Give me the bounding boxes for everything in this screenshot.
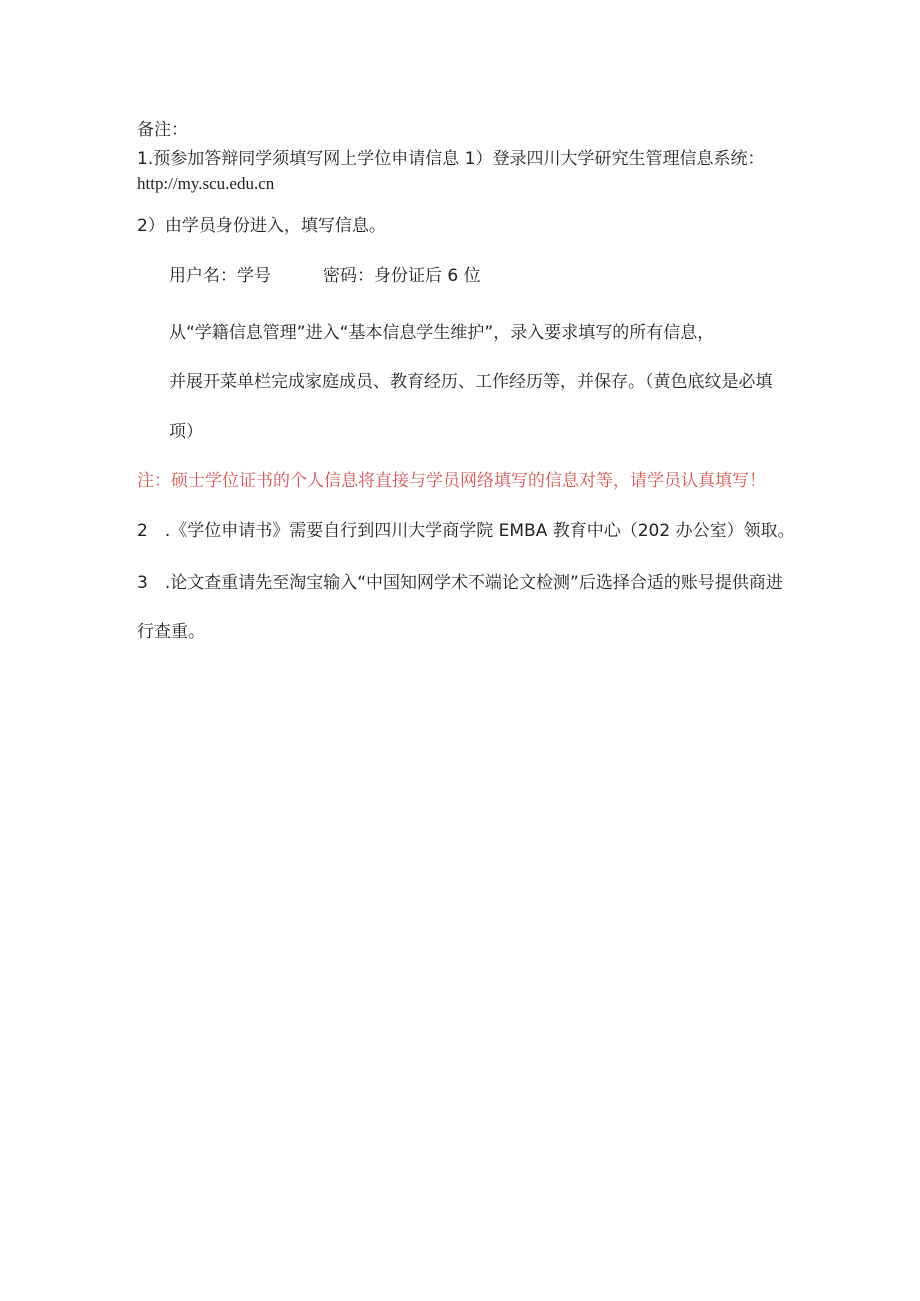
username-label: 用户名：学号 xyxy=(169,266,271,286)
instruction-line-2: 并展开菜单栏完成家庭成员、教育经历、工作经历等，并保存。（黄色底纹是必填 xyxy=(169,372,773,392)
password-label: 密码：身份证后 6 位 xyxy=(323,266,481,286)
item3-line1: 3 .论文查重请先至淘宝输入“中国知网学术不端论文检测”后选择合适的账号提供商进 xyxy=(137,573,783,593)
item1-step2: 2）由学员身份进入，填写信息。 xyxy=(137,216,386,236)
item1-intro: 1.预参加答辩同学须填写网上学位申请信息 1）登录四川大学研究生管理信息系统： xyxy=(137,149,765,169)
system-url-link[interactable]: http://my.scu.edu.cn xyxy=(137,174,275,193)
instruction-line-3: 项） xyxy=(169,422,203,442)
remarks-heading: 备注： xyxy=(137,120,188,140)
item3-line2: 行查重。 xyxy=(137,622,205,642)
instruction-line-1: 从“学籍信息管理”进入“基本信息学生维护”，录入要求填写的所有信息， xyxy=(169,323,715,343)
credentials-line xyxy=(169,265,481,287)
item2: 2 .《学位申请书》需要自行到四川大学商学院 EMBA 教育中心（202 办公室）领取。 xyxy=(137,521,795,541)
certificate-note: 注：硕士学位证书的个人信息将直接与学员网络填写的信息对等，请学员认真填写！ xyxy=(137,471,766,491)
